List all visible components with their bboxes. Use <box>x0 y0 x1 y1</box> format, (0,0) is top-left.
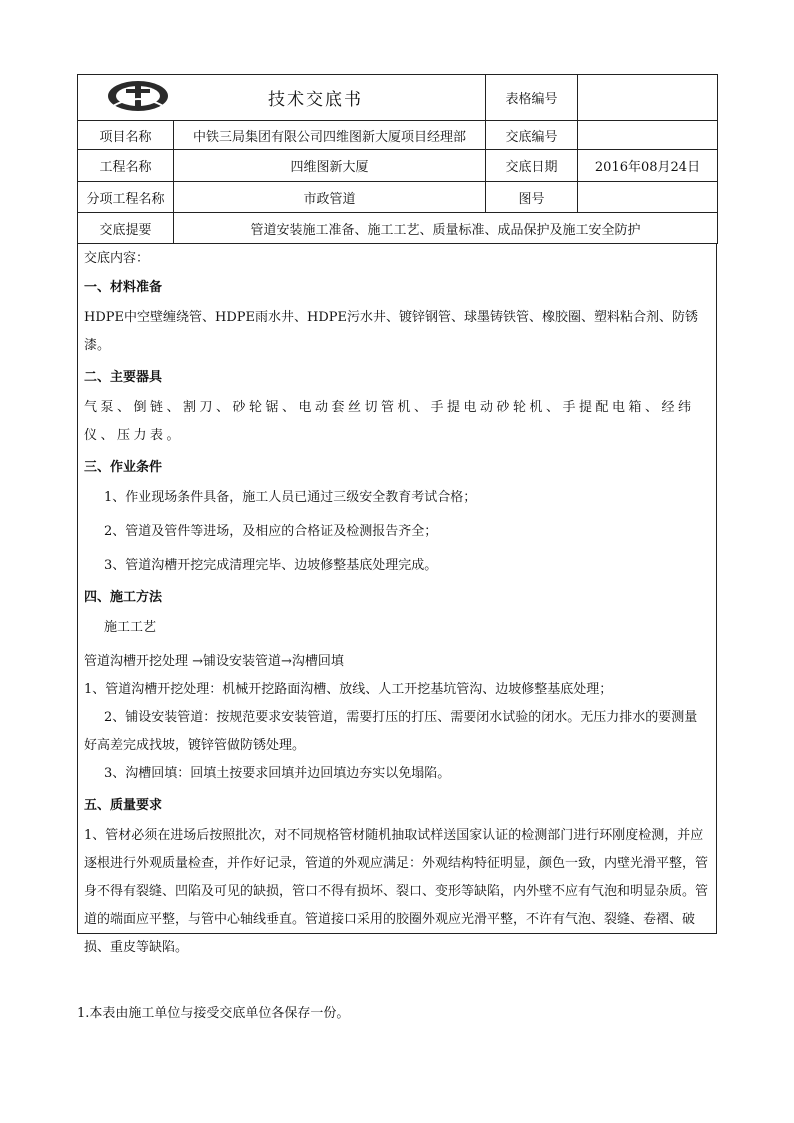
form-no-value <box>578 75 718 121</box>
section-5-title: 五、质量要求 <box>84 798 163 813</box>
summary-value: 管道安装施工准备、施工工艺、质量标准、成品保护及施工安全防护 <box>174 213 718 244</box>
disclosure-date-value: 2016年08月24日 <box>578 150 718 182</box>
form-title: 技术交底书 <box>268 90 363 110</box>
disclosure-no-value <box>578 121 718 150</box>
disclosure-content <box>77 244 717 955</box>
section-3-item: 2、管道及管件等进场，及相应的合格证及检测报告齐全； <box>104 524 438 539</box>
sub-project-label: 分项工程名称 <box>78 182 174 213</box>
section-4-title: 四、施工方法 <box>84 590 163 605</box>
project-name-value: 中铁三局集团有限公司四维图新大厦项目经理部 <box>174 121 486 150</box>
drawing-no-label: 图号 <box>486 182 578 213</box>
section-3-item: 1、作业现场条件具备，施工人员已通过三级安全教育考试合格； <box>104 490 477 505</box>
section-1-title: 一、材料准备 <box>84 280 163 295</box>
section-5-text: 1、管材必须在进场后按照批次，对不同规格管材随机抽取试样送国家认证的检测部门进行环刚度检测，并应逐根进行外观质量检查，并作好记录，管道的外观应满足：外观结构特征明显，颜色一致，内壁光滑平整，管身不得有裂缝、凹陷及可见的缺损，管口不得有损坏、裂口、变形等缺陷，内外壁不应有气泡和明显杂质。管道的端面应平整，与管中心轴线垂直。管道接口采用的胶圈外观应光滑平整，不许有气泡、裂缝、卷褶、破损、重皮等缺陷。 <box>84 828 709 955</box>
section-2-title: 二、主要器具 <box>84 370 163 385</box>
project-name-label: 项目名称 <box>78 121 174 150</box>
section-4-step-1: 1、管道沟槽开挖处理：机械开挖路面沟槽、放线、人工开挖基坑管沟、边坡修整基底处理； <box>84 682 613 697</box>
content-intro: 交底内容： <box>84 251 150 266</box>
sub-project-value: 市政管道 <box>174 182 486 213</box>
company-logo-icon <box>78 79 256 117</box>
section-2-text: 气泵、倒链、割刀、砂轮锯、电动套丝切管机、手提电动砂轮机、手提配电箱、经纬仪、压力表。 <box>84 400 695 443</box>
section-4-step-2: 2、铺设安装管道：按规范要求安装管道，需要打压的打压、需要闭水试验的闭水。无压力排水的要测量好高差完成找坡，镀锌管做防锈处理。 <box>84 710 698 753</box>
engineering-name-value: 四维图新大厦 <box>174 150 486 182</box>
disclosure-no-label: 交底编号 <box>486 121 578 150</box>
section-4-subtitle: 施工工艺 <box>104 620 157 635</box>
section-4-flow: 管道沟槽开挖处理 →铺设安装管道→沟槽回填 <box>84 654 344 669</box>
section-4-step-3: 3、沟槽回填：回填土按要求回填并边回填边夯实以免塌陷。 <box>104 766 451 781</box>
engineering-name-label: 工程名称 <box>78 150 174 182</box>
section-3-title: 三、作业条件 <box>84 460 163 475</box>
footer-note: 1.本表由施工单位与接受交底单位各保存一份。 <box>77 1006 350 1021</box>
disclosure-form <box>77 74 717 955</box>
drawing-no-value <box>578 182 718 213</box>
disclosure-date-label: 交底日期 <box>486 150 578 182</box>
title-cell <box>78 75 486 121</box>
header-table <box>77 74 718 244</box>
section-1-text: HDPE中空壁缠绕管、HDPE雨水井、HDPE污水井、镀锌钢管、球墨铸铁管、橡胶圈、塑料粘合剂、防锈漆。 <box>84 310 698 353</box>
summary-label: 交底提要 <box>78 213 174 244</box>
section-3-item: 3、管道沟槽开挖完成清理完毕、边坡修整基底处理完成。 <box>104 558 438 573</box>
form-no-label: 表格编号 <box>486 75 578 121</box>
